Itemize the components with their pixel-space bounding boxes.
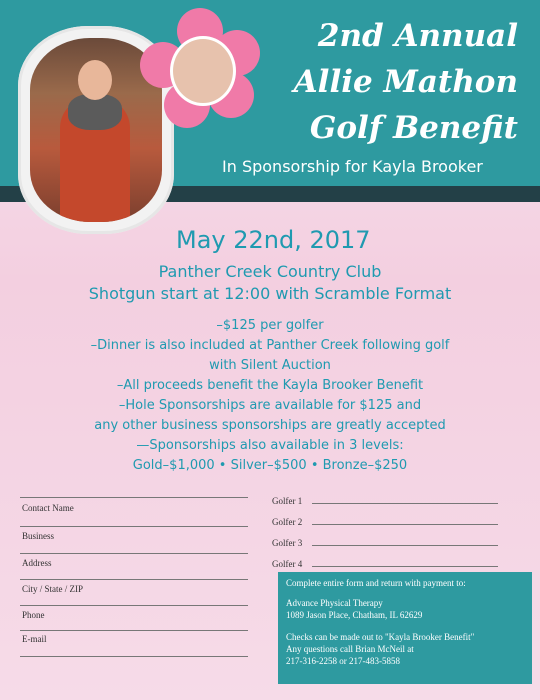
detail-line: –$125 per golfer: [216, 318, 324, 333]
detail-line: with Silent Auction: [209, 358, 331, 373]
golfer-4-line[interactable]: [312, 566, 498, 567]
event-date: May 22nd, 2017: [176, 226, 371, 254]
phone-label: Phone: [22, 610, 45, 620]
address-line[interactable]: [20, 579, 248, 580]
city-state-zip-line[interactable]: [20, 605, 248, 606]
address-label: Address: [22, 558, 52, 568]
golfer-3-label: Golfer 3: [272, 538, 303, 548]
city-state-zip-label: City / State / ZIP: [22, 584, 84, 594]
organization-address: 1089 Jason Place, Chatham, IL 62629: [286, 610, 423, 620]
contact-phones: 217-316-2258 or 217-483-5858: [286, 656, 400, 666]
business-label: Business: [22, 531, 55, 541]
photo-figure-head: [78, 60, 112, 100]
start-format: Shotgun start at 12:00 with Scramble Format: [88, 284, 452, 303]
email-label: E-mail: [22, 634, 47, 644]
detail-line: –Hole Sponsorships are available for $125 and: [118, 398, 422, 413]
contact-name-line[interactable]: [20, 497, 248, 498]
golfer-2-label: Golfer 2: [272, 517, 303, 527]
golfer-1-line[interactable]: [312, 503, 498, 504]
check-payable-note: Checks can be made out to "Kayla Brooker Benefit": [286, 632, 475, 642]
sponsorship-levels: Gold–$1,000 • Silver–$500 • Bronze–$250: [132, 458, 408, 473]
venue-name: Panther Creek Country Club: [158, 262, 382, 281]
phone-line[interactable]: [20, 630, 248, 631]
detail-line: any other business sponsorships are greatly accepted: [94, 418, 446, 433]
title-line-1: 2nd Annual: [317, 18, 518, 54]
mailing-info-box: [278, 572, 532, 684]
detail-line: –All proceeds benefit the Kayla Brooker Benefit: [116, 378, 424, 393]
child-photo: [170, 36, 236, 106]
detail-line: –Dinner is also included at Panther Creek following golf: [90, 338, 450, 353]
sponsorship-subtitle: In Sponsorship for Kayla Brooker: [222, 157, 483, 176]
contact-name-label: Contact Name: [22, 503, 74, 513]
flower-photo-frame: [140, 8, 260, 128]
title-line-2: Allie Mathon: [293, 64, 518, 100]
organization-name: Advance Physical Therapy: [286, 598, 383, 608]
return-instructions: Complete entire form and return with payment to:: [286, 578, 466, 588]
title-line-3: Golf Benefit: [309, 110, 518, 146]
golfer-4-label: Golfer 4: [272, 559, 303, 569]
golfer-1-label: Golfer 1: [272, 496, 303, 506]
golfer-2-line[interactable]: [312, 524, 498, 525]
email-line[interactable]: [20, 656, 248, 657]
questions-note: Any questions call Brian McNeil at: [286, 644, 414, 654]
detail-line: —Sponsorships also available in 3 levels:: [136, 438, 404, 453]
contact-name-line-2[interactable]: [20, 526, 248, 527]
business-line[interactable]: [20, 553, 248, 554]
golfer-3-line[interactable]: [312, 545, 498, 546]
